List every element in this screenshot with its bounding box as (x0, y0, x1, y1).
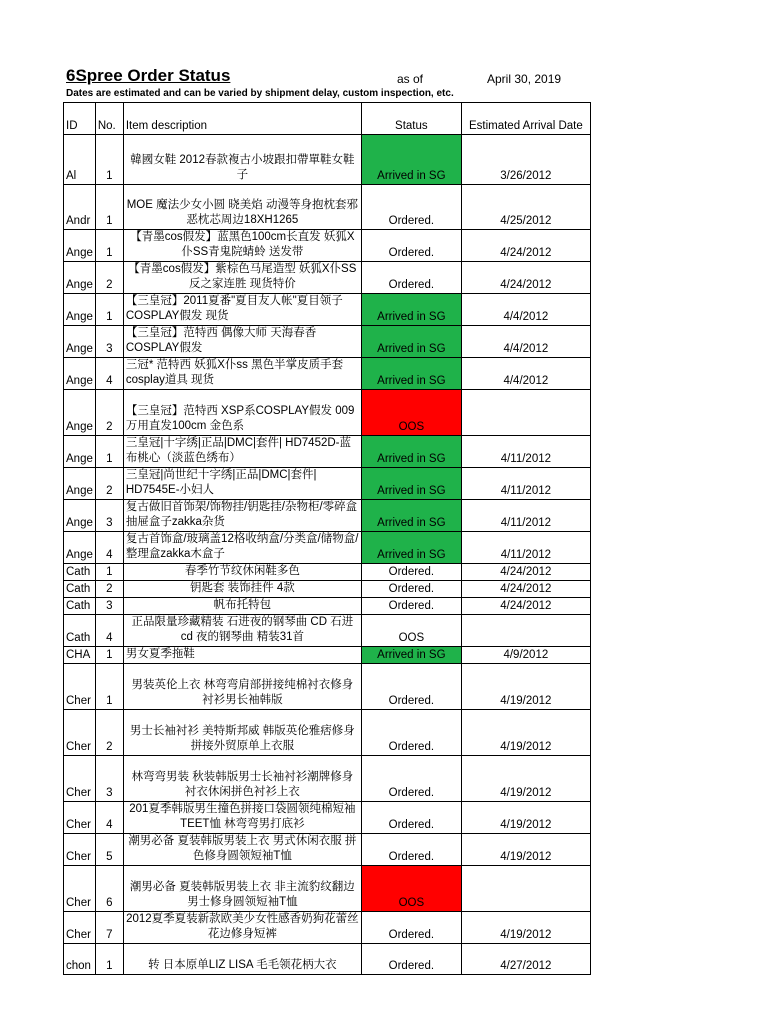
estimated-arrival-date: 4/11/2012 (461, 468, 590, 500)
item-description: 潮男必备 夏装韩版男装上衣 男式休闲衣服 拼色修身圆领短袖T恤 (123, 834, 361, 866)
estimated-arrival-date: 4/24/2012 (461, 581, 590, 598)
table-row (64, 500, 591, 532)
estimated-arrival-date: 4/4/2012 (461, 294, 590, 326)
row-number: 5 (95, 834, 123, 866)
table-row (64, 468, 591, 500)
estimated-arrival-date: 4/4/2012 (461, 326, 590, 358)
estimated-arrival-date: 4/24/2012 (461, 230, 590, 262)
row-number: 1 (95, 230, 123, 262)
table-row (64, 135, 591, 185)
estimated-arrival-date: 4/24/2012 (461, 262, 590, 294)
row-id: Cath (64, 615, 96, 647)
row-id: Ange (64, 532, 96, 564)
row-id: Cher (64, 866, 96, 912)
header-item-description: Item description (123, 103, 361, 135)
row-id: Ange (64, 326, 96, 358)
table-row (64, 185, 591, 230)
row-id: Ange (64, 262, 96, 294)
item-description: 三皇冠|十字绣|正品|DMC|套件| HD7452D-蓝布桃心（淡蓝色绣布） (123, 436, 361, 468)
row-number: 4 (95, 532, 123, 564)
status-cell: Ordered. (361, 756, 461, 802)
row-number: 3 (95, 598, 123, 615)
status-cell: Ordered. (361, 581, 461, 598)
estimated-arrival-date: 3/26/2012 (461, 135, 590, 185)
status-cell: Ordered. (361, 802, 461, 834)
row-id: Cher (64, 710, 96, 756)
item-description: 【青墨cos假发】蓝黑色100cm长直发 妖狐X仆SS青鬼院蜻蛉 送发带 (123, 230, 361, 262)
status-cell: OOS (361, 615, 461, 647)
row-id: Cher (64, 756, 96, 802)
table-row (64, 436, 591, 468)
estimated-arrival-date (461, 615, 590, 647)
estimated-arrival-date: 4/11/2012 (461, 532, 590, 564)
row-number: 2 (95, 262, 123, 294)
item-description: 正品限量珍藏精装 石进夜的钢琴曲 CD 石进cd 夜的钢琴曲 精装31首 (123, 615, 361, 647)
item-description: 【三皇冠】范特西 偶像大师 天海春香 COSPLAY假发 (123, 326, 361, 358)
status-cell: Ordered. (361, 185, 461, 230)
table-row (64, 532, 591, 564)
status-cell: OOS (361, 390, 461, 436)
row-id: Cath (64, 581, 96, 598)
row-id: Al (64, 135, 96, 185)
item-description: 韓國女鞋 2012春款複古小坡跟扣帶單鞋女鞋子 (123, 135, 361, 185)
estimated-arrival-date: 4/19/2012 (461, 912, 590, 944)
status-cell: Arrived in SG (361, 532, 461, 564)
row-number: 3 (95, 500, 123, 532)
disclaimer-note: Dates are estimated and can be varied by shipment delay, custom inspection, etc. (66, 88, 454, 99)
order-status-table (63, 102, 591, 975)
estimated-arrival-date: 4/19/2012 (461, 664, 590, 710)
item-description: 男士长袖衬衫 美特斯邦威 韩版英伦雅痞修身拼接外贸原单上衣服 (123, 710, 361, 756)
estimated-arrival-date (461, 390, 590, 436)
status-cell: Arrived in SG (361, 647, 461, 664)
table-row (64, 262, 591, 294)
row-id: Ange (64, 500, 96, 532)
row-number: 4 (95, 615, 123, 647)
header-status: Status (361, 103, 461, 135)
table-row (64, 756, 591, 802)
table-row (64, 390, 591, 436)
estimated-arrival-date (461, 866, 590, 912)
item-description: 复古做旧首饰架/饰物挂/钥匙挂/杂物柜/零碎盒抽屉盒子zakka杂货 (123, 500, 361, 532)
estimated-arrival-date: 4/11/2012 (461, 436, 590, 468)
item-description: 男装英伦上衣 林弯弯肩部拼接纯棉衬衣修身衬衫男长袖韩版 (123, 664, 361, 710)
table-row (64, 710, 591, 756)
status-cell: Ordered. (361, 262, 461, 294)
row-number: 4 (95, 358, 123, 390)
row-number: 3 (95, 756, 123, 802)
header-id: ID (64, 103, 96, 135)
status-cell: Ordered. (361, 598, 461, 615)
row-number: 4 (95, 802, 123, 834)
item-description: 三冠* 范特西 妖狐X仆ss 黑色半掌皮质手套 cosplay道具 现货 (123, 358, 361, 390)
table-row (64, 866, 591, 912)
item-description: 林弯弯男装 秋装韩版男士长袖衬衫潮牌修身衬衣休闲拼色衬衫上衣 (123, 756, 361, 802)
row-id: Ange (64, 358, 96, 390)
estimated-arrival-date: 4/4/2012 (461, 358, 590, 390)
estimated-arrival-date: 4/11/2012 (461, 500, 590, 532)
row-id: Cath (64, 564, 96, 581)
row-id: Andr (64, 185, 96, 230)
status-cell: Ordered. (361, 944, 461, 975)
row-id: Ange (64, 294, 96, 326)
row-id: Cher (64, 834, 96, 866)
table-row (64, 802, 591, 834)
estimated-arrival-date: 4/19/2012 (461, 756, 590, 802)
status-cell: Arrived in SG (361, 358, 461, 390)
row-number: 1 (95, 185, 123, 230)
table-row (64, 294, 591, 326)
status-cell: Ordered. (361, 834, 461, 866)
status-cell: Ordered. (361, 912, 461, 944)
row-id: CHA (64, 647, 96, 664)
item-description: 钥匙套 装饰挂件 4款 (123, 581, 361, 598)
header-row (64, 103, 591, 135)
item-description: 2012夏季夏装新款欧美少女性感香奶狗花蕾丝花边修身短裤 (123, 912, 361, 944)
header-no: No. (95, 103, 123, 135)
item-description: 【三皇冠】范特西 XSP系COSPLAY假发 009万用直发100cm 金色系 (123, 390, 361, 436)
item-description: 【三皇冠】2011夏番"夏目友人帐"夏目领子 COSPLAY假发 现货 (123, 294, 361, 326)
row-number: 7 (95, 912, 123, 944)
as-of-label: as of (397, 72, 424, 86)
table-row (64, 598, 591, 615)
estimated-arrival-date: 4/9/2012 (461, 647, 590, 664)
row-number: 2 (95, 581, 123, 598)
row-id: Cher (64, 802, 96, 834)
row-number: 2 (95, 710, 123, 756)
status-cell: OOS (361, 866, 461, 912)
row-id: chon (64, 944, 96, 975)
status-cell: Arrived in SG (361, 294, 461, 326)
item-description: 潮男必备 夏装韩版男装上衣 非主流豹纹翻边男士修身圆领短袖T恤 (123, 866, 361, 912)
item-description: 【青墨cos假发】紫棕色马尾造型 妖狐X仆SS 反之家连胜 现货特价 (123, 262, 361, 294)
status-cell: Arrived in SG (361, 468, 461, 500)
item-description: 帆布托特包 (123, 598, 361, 615)
item-description: 复古首饰盒/玻璃盖12格收纳盒/分类盒/储物盒/整理盒zakka木盒子 (123, 532, 361, 564)
item-description: 转 日本原单LIZ LISA 毛毛领花柄大衣 (123, 944, 361, 975)
row-number: 2 (95, 468, 123, 500)
row-id: Cher (64, 664, 96, 710)
status-cell: Arrived in SG (361, 500, 461, 532)
row-number: 3 (95, 326, 123, 358)
row-number: 1 (95, 944, 123, 975)
row-number: 1 (95, 135, 123, 185)
header-estimated-arrival-date: Estimated Arrival Date (461, 103, 590, 135)
status-cell: Arrived in SG (361, 326, 461, 358)
row-number: 1 (95, 294, 123, 326)
item-description: 春季竹节纹休闲鞋多色 (123, 564, 361, 581)
table-row (64, 647, 591, 664)
item-description: 男女夏季拖鞋 (123, 647, 361, 664)
table-row (64, 615, 591, 647)
row-number: 1 (95, 436, 123, 468)
estimated-arrival-date: 4/24/2012 (461, 564, 590, 581)
status-cell: Ordered. (361, 564, 461, 581)
status-cell: Arrived in SG (361, 436, 461, 468)
table-row (64, 358, 591, 390)
estimated-arrival-date: 4/24/2012 (461, 598, 590, 615)
row-number: 6 (95, 866, 123, 912)
item-description: MOE 魔法少女小圆 晓美焰 动漫等身抱枕套邪恶枕芯周边18XH1265 (123, 185, 361, 230)
item-description: 201夏季韩版男生撞色拼接口袋圆领纯棉短袖TEET恤 林弯弯男打底衫 (123, 802, 361, 834)
table-row (64, 664, 591, 710)
row-number: 1 (95, 664, 123, 710)
estimated-arrival-date: 4/19/2012 (461, 710, 590, 756)
status-cell: Arrived in SG (361, 135, 461, 185)
estimated-arrival-date: 4/25/2012 (461, 185, 590, 230)
estimated-arrival-date: 4/19/2012 (461, 802, 590, 834)
row-number: 1 (95, 564, 123, 581)
row-id: Ange (64, 230, 96, 262)
page-title: 6Spree Order Status (66, 66, 231, 85)
table-row (64, 944, 591, 975)
table-row (64, 581, 591, 598)
status-cell: Ordered. (361, 710, 461, 756)
table-row (64, 564, 591, 581)
table-row (64, 834, 591, 866)
table-row (64, 912, 591, 944)
status-cell: Ordered. (361, 230, 461, 262)
row-id: Ange (64, 436, 96, 468)
row-number: 1 (95, 647, 123, 664)
row-id: Ange (64, 468, 96, 500)
row-id: Ange (64, 390, 96, 436)
as-of-date: April 30, 2019 (487, 72, 562, 86)
estimated-arrival-date: 4/19/2012 (461, 834, 590, 866)
row-id: Cher (64, 912, 96, 944)
item-description: 三皇冠|尚世纪十字绣|正品|DMC|套件| HD7545E-小妇人 (123, 468, 361, 500)
row-number: 2 (95, 390, 123, 436)
table-row (64, 230, 591, 262)
row-id: Cath (64, 598, 96, 615)
status-cell: Ordered. (361, 664, 461, 710)
estimated-arrival-date: 4/27/2012 (461, 944, 590, 975)
table-row (64, 326, 591, 358)
